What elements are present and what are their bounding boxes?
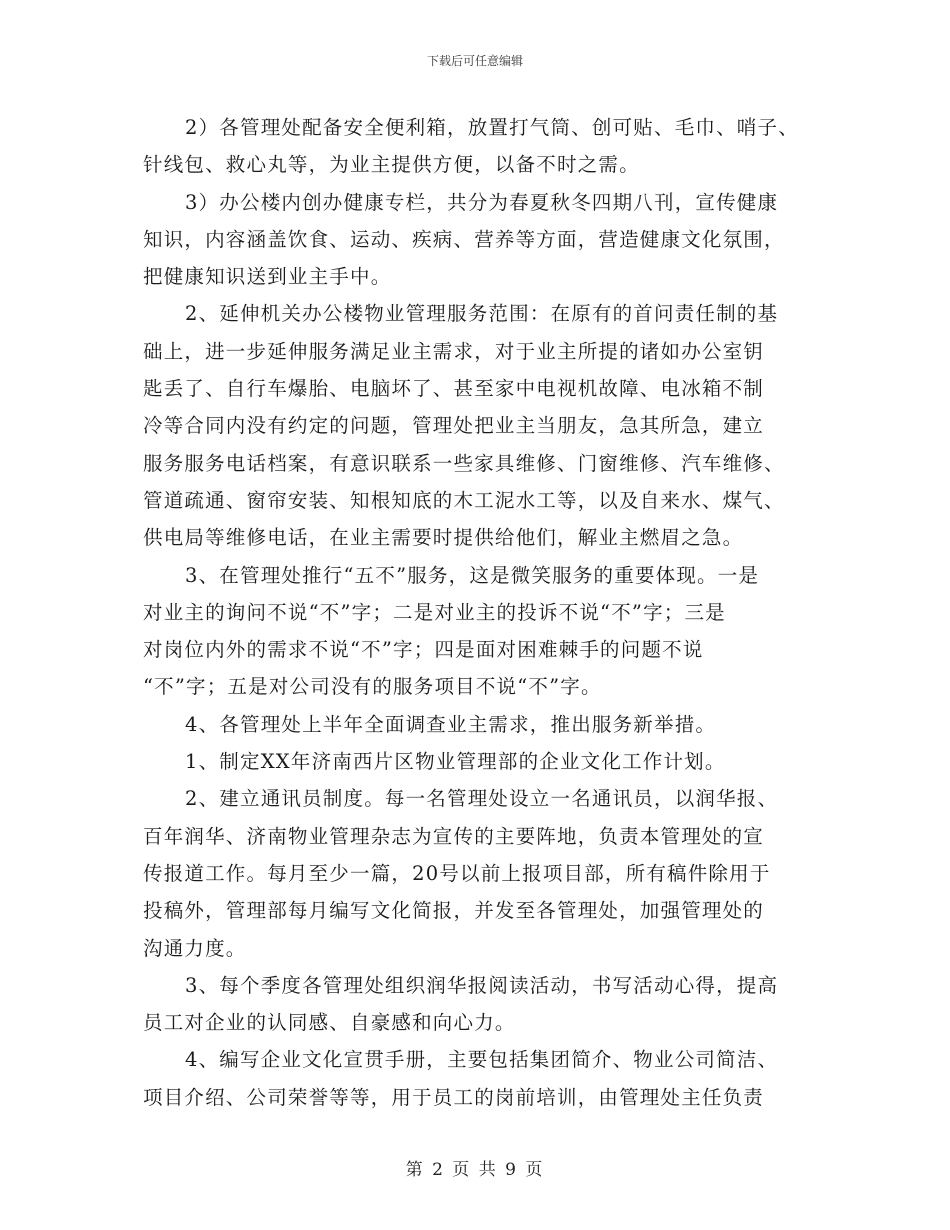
document-body [143, 109, 813, 1116]
text-line: 4、编写企业文化宣贯手册，主要包括集团简介、物业公司简洁、 [185, 1048, 779, 1072]
paragraph [143, 743, 813, 780]
text-line: 投稿外，管理部每月编写文化简报，并发至各管理处，加强管理处的 [143, 899, 765, 923]
text-line: 1、制定XX年济南西片区物业管理部的企业文化工作计划。 [185, 750, 726, 774]
paragraph [143, 780, 813, 966]
text-line: 3、每个季度各管理处组织润华报阅读活动，书写活动心得，提高 [185, 973, 779, 997]
text-line: 2、建立通讯员制度。每一名管理处设立一名通讯员，以润华报、 [185, 787, 779, 811]
text-line: 管道疏通、窗帘安装、知根知底的木工泥水工等，以及自来水、煤气、 [143, 488, 785, 512]
text-line: 员工对企业的认同感、自豪感和向心力。 [143, 1011, 516, 1035]
paragraph [143, 109, 813, 184]
text-line: 对业主的询问不说“不”字；二是对业主的投诉不说“不”字；三是 [143, 600, 726, 624]
text-line: 服务服务电话档案，有意识联系一些家具维修、门窗维修、汽车维修、 [143, 451, 785, 475]
paragraph [143, 706, 813, 743]
text-line: 针线包、救心丸等，为业主提供方便，以备不时之需。 [143, 153, 640, 177]
text-line: 项目介绍、公司荣誉等等，用于员工的岗前培训，由管理处主任负责 [143, 1085, 765, 1109]
paragraph [143, 967, 813, 1042]
paragraph [143, 184, 813, 296]
page-number-footer: 第 2 页 共 9 页 [405, 1160, 545, 1180]
text-line: 3、在管理处推行“五不”服务，这是微笑服务的重要体现。一是 [185, 563, 760, 587]
text-line: 百年润华、济南物业管理杂志为宣传的主要阵地，负责本管理处的宣 [143, 824, 765, 848]
text-line: 知识，内容涵盖饮食、运动、疾病、营养等方面，营造健康文化氛围， [143, 227, 785, 251]
text-line: “不”字；五是对公司没有的服务项目不说“不”字。 [143, 675, 602, 699]
text-line: 3）办公楼内创办健康专栏，共分为春夏秋冬四期八刊，宣传健康 [185, 190, 779, 214]
text-line: 传报道工作。每月至少一篇，20号以前上报项目部，所有稿件除用于 [143, 861, 771, 885]
text-line: 把健康知识送到业主手中。 [143, 265, 392, 289]
text-line: 2）各管理处配备安全便利箱，放置打气筒、创可贴、毛巾、哨子、 [185, 116, 799, 139]
text-line: 对岗位内外的需求不说“不”字；四是面对困难棘手的问题不说 [143, 638, 704, 662]
text-line: 沟通力度。 [143, 936, 247, 960]
text-line: 供电局等维修电话，在业主需要时提供给他们，解业主燃眉之急。 [143, 526, 744, 550]
text-line: 冷等合同内没有约定的问题，管理处把业主当朋友，急其所急，建立 [143, 414, 765, 438]
paragraph [143, 1041, 813, 1116]
paragraph [143, 295, 813, 556]
paragraph [143, 557, 813, 706]
text-line: 匙丢了、自行车爆胎、电脑坏了、甚至家中电视机故障、电冰箱不制 [143, 377, 765, 401]
text-line: 2、延伸机关办公楼物业管理服务范围：在原有的首问责任制的基 [185, 302, 779, 326]
text-line: 4、各管理处上半年全面调查业主需求，推出服务新举措。 [185, 712, 717, 736]
text-line: 础上，进一步延伸服务满足业主需求，对于业主所提的诸如办公室钥 [143, 339, 765, 363]
page-header-note: 下载后可任意编辑 [426, 54, 523, 68]
